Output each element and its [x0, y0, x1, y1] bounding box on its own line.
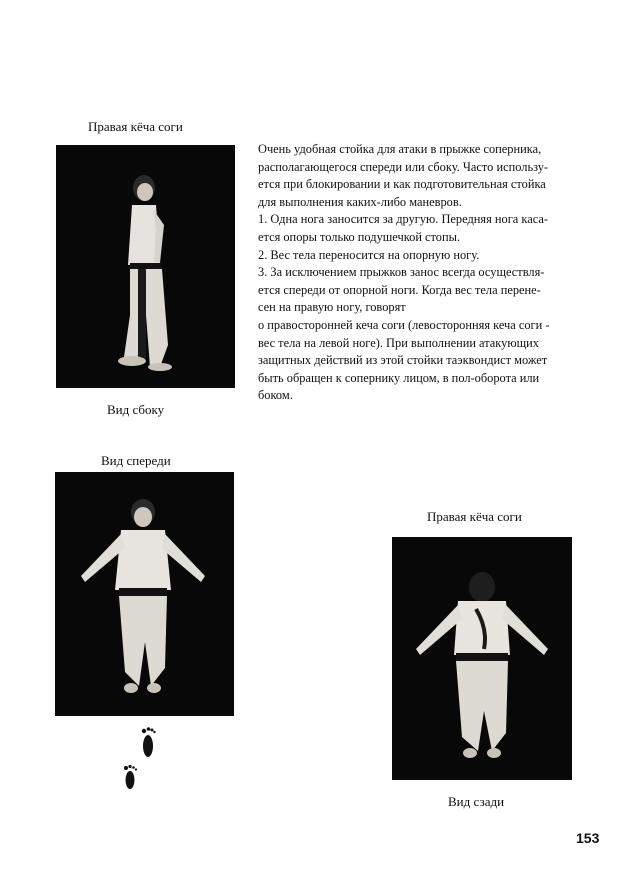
footprint-icon	[124, 765, 137, 789]
back-view-figure	[392, 537, 572, 780]
body-line: о правосторонней кеча соги (левосторонняя кеча соги -	[258, 317, 550, 332]
body-line: ется опоры только подушечкой стопы.	[258, 229, 461, 244]
front-view-figure	[55, 472, 234, 716]
body-line: быть обращен к сопернику лицом, в пол-оборота или	[258, 370, 540, 385]
page-number: 153	[576, 830, 600, 846]
front-view-caption: Вид спереди	[101, 453, 171, 468]
side-view-caption: Вид сбоку	[107, 402, 165, 417]
body-line: сен на правую ногу, говорят	[258, 300, 406, 315]
body-line: Очень удобная стойка для атаки в прыжке соперника,	[258, 142, 542, 156]
body-line: 3. За исключением прыжков занос всегда осуществля-	[258, 265, 545, 280]
back-view-caption: Вид сзади	[448, 794, 505, 809]
side-view-figure	[56, 145, 235, 388]
footprint-diagram	[112, 724, 172, 796]
side-view-title: Правая кёча соги	[88, 119, 183, 134]
body-line: 1. Одна нога заносится за другую. Передняя нога каса-	[258, 212, 549, 227]
body-line: ется спереди от опорной ноги. Когда вес тела перене-	[258, 282, 541, 297]
body-line: защитных действий из этой стойки таэквондист может	[258, 353, 548, 368]
footprint-icon	[142, 727, 156, 757]
body-text	[258, 141, 610, 405]
body-line: 2. Вес тела переносится на опорную ногу.	[258, 247, 480, 262]
body-line: боком.	[258, 388, 293, 403]
back-view-photo	[392, 537, 572, 780]
body-line: располагающегося спереди или сбоку. Часто использу-	[258, 159, 549, 174]
back-view-title: Правая кёча соги	[427, 509, 522, 524]
body-line: для выполнения каких-либо маневров.	[258, 194, 462, 209]
body-line: вес тела на левой ноге). При выполнении атакующих	[258, 335, 539, 350]
front-view-photo	[55, 472, 234, 716]
side-view-photo	[56, 145, 235, 388]
body-line: ется при блокировании и как подготовительная стойка	[258, 177, 546, 192]
